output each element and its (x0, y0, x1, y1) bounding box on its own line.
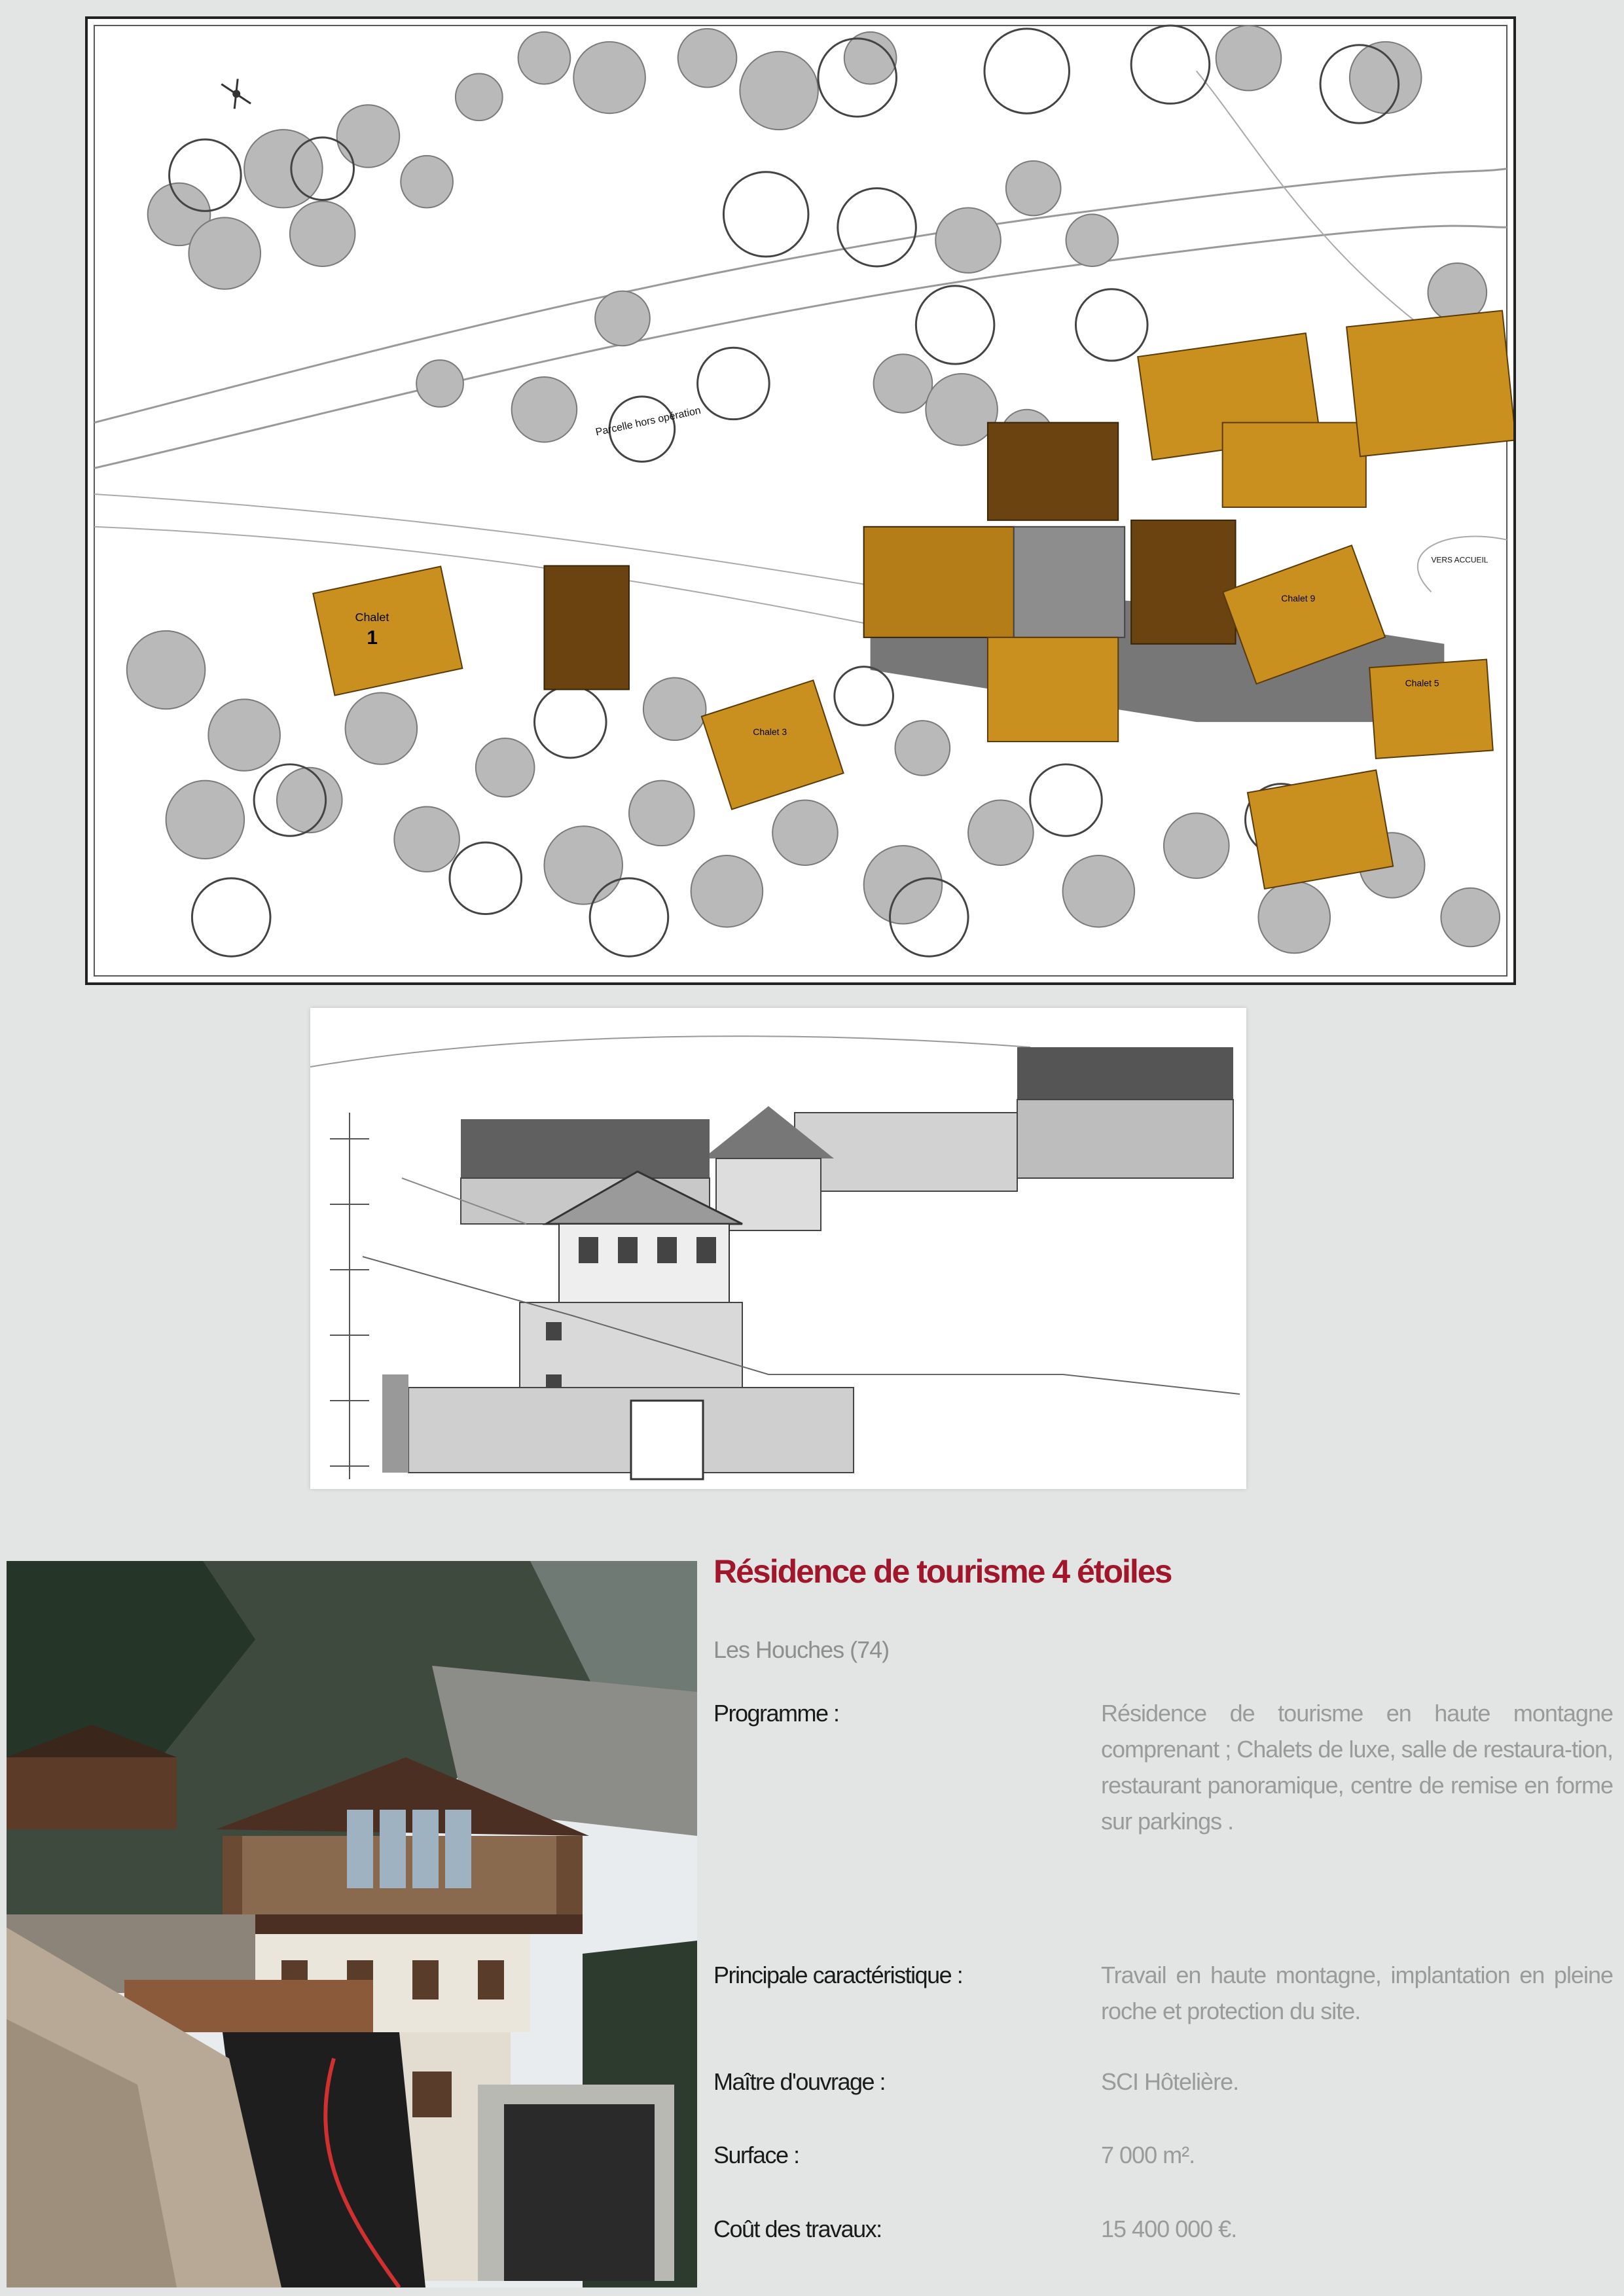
surface-value: 7 000 m². (1101, 2142, 1195, 2168)
characteristic-value: Travail en haute montagne, implantation en pleine roche et protection du site. (1101, 1962, 1613, 2024)
elevation-drawing (310, 1008, 1246, 1489)
chalet-3-label: Chalet 3 (753, 726, 787, 738)
cost-value: 15 400 000 €. (1101, 2215, 1237, 2242)
chalet-1-number: 1 (367, 626, 378, 649)
chalet-3 (702, 680, 844, 809)
programme-label: Programme : (713, 1700, 839, 1727)
owner-value: SCI Hôtelière. (1101, 2068, 1239, 2095)
building-east (1131, 520, 1235, 644)
photo-svg (7, 1561, 697, 2287)
project-location: Les Houches (74) (713, 1636, 890, 1663)
building-restaurant-right (1346, 311, 1513, 457)
surface-label: Surface : (713, 2142, 799, 2168)
chalet-1 (313, 566, 462, 695)
compass-icon (221, 79, 251, 109)
building-2 (544, 565, 629, 689)
elevation-svg (310, 1008, 1246, 1489)
building-plaza (1014, 527, 1125, 637)
chalet-5-label: Chalet 5 (1405, 677, 1439, 689)
chalet-5 (1369, 660, 1493, 759)
building-restaurant-center (1223, 423, 1366, 507)
parcel-label: Parcelle hors opération (594, 404, 702, 439)
site-plan-drawing (85, 16, 1516, 985)
chalet-9-label: Chalet 9 (1281, 593, 1316, 604)
cost-label: Coût des travaux: (713, 2215, 882, 2242)
site-plan-svg (88, 19, 1513, 982)
programme-value: Résidence de tourisme en haute montagne comprenant ; Chalets de luxe, salle de restaura-tion, restaurant panoramique, centre de remise en forme sur parkings . (1101, 1700, 1613, 1835)
owner-label: Maître d'ouvrage : (713, 2068, 886, 2095)
building-upper (988, 423, 1118, 520)
building-central (864, 527, 1014, 637)
building-south (988, 637, 1118, 742)
construction-photo (7, 1561, 697, 2287)
road-label: VERS ACCUEIL (1431, 555, 1489, 565)
project-title: Résidence de tourisme 4 étoiles (713, 1553, 1172, 1590)
characteristic-label: Principale caractéristique : (713, 1962, 963, 1988)
chalet-1-label: Chalet (355, 611, 389, 624)
